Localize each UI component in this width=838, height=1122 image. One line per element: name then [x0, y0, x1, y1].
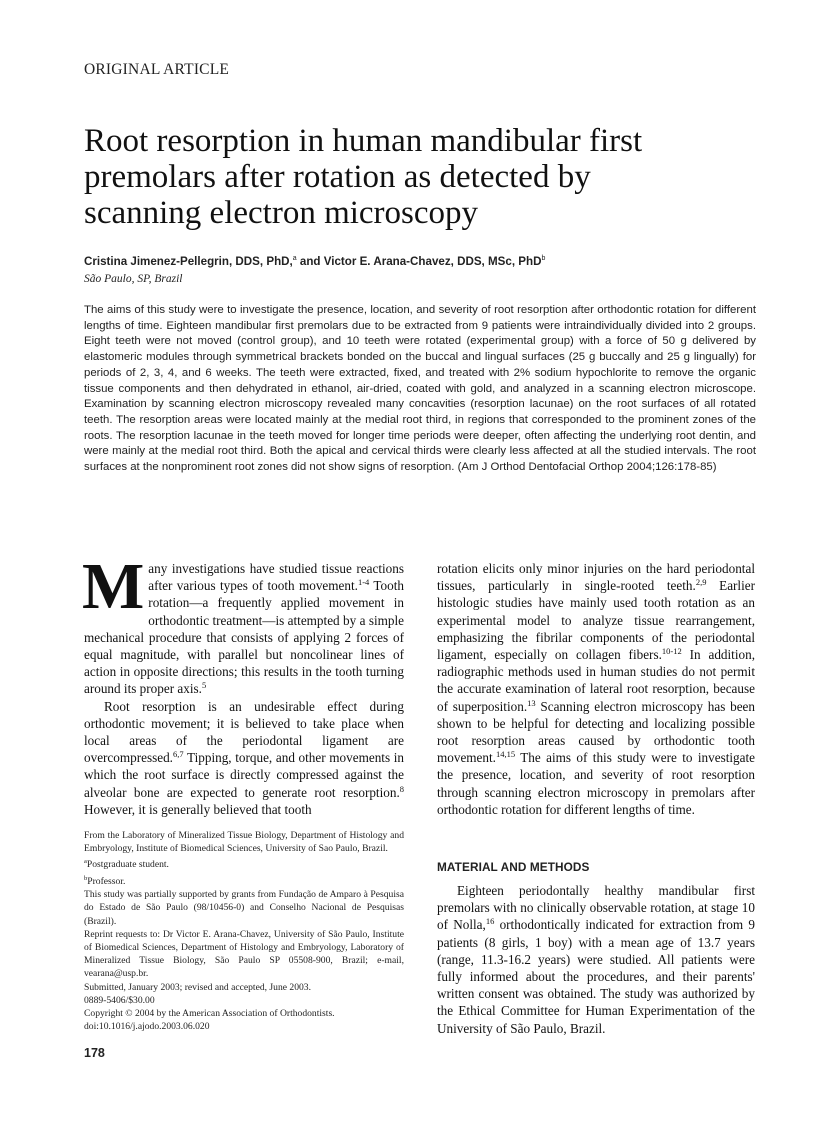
footnote-copyright: Copyright © 2004 by the American Association of Orthodontists.: [84, 1008, 335, 1020]
footnote-a: $^a$Postgraduate student.: [84, 858, 169, 871]
citation-ref[interactable]: 6,7: [172, 749, 184, 760]
title-line-1: Root resorption in human mandibular first: [84, 123, 643, 159]
abstract: The aims of this study were to investigate the presence, location, and severity of root resorption after orthodontic rotation for different lengths of time. Eighteen mandibular first premolars due to be extracted from 9 patients were intraindividually divided into 2 groups. Eight teeth were not moved (control group), and 10 teeth were rotated (experimental group) with a force of 50 g delivered by elastomeric modules through symmetrical brackets bonded on the buccal and lingual surfaces (25 g buccally and 25 g lingually) for periods of 2, 3, 4, and 6 weeks. The teeth were extracted, fixed, and treated with 2% sodium hypochlorite to remove the organic tissue components and then dehydrated in ethanol, air-dried, coated with gold, and analyzed in a scanning electron microscope. Examination by scanning electron microscopy revealed many concavities (resorption lacunae) on the root surfaces of all rotated teeth. The resorption areas were located mainly at the medial root third, in regions that corresponded to the prominent zones of the roots. The resorption lacunae in the teeth moved for longer time periods were deeper, often affecting the underlying root dentin, and were mainly at the medial root third. Both the apical and cervical thirds were clearly less affected at all the studied intervals. The root surfaces at the nonprominent root zones did not show signs of resorption. (Am J Orthod Dentofacial Orthop 2004;126:178-85): [84, 304, 756, 474]
citation-ref[interactable]: 5: [201, 680, 207, 691]
author-1: Cristina Jimenez-Pellegrin, DDS, PhD,: [84, 255, 293, 268]
footnote-b: $^b$Professor.: [84, 874, 126, 887]
citation-ref[interactable]: 14,15: [495, 749, 516, 760]
title-line-2: premolars after rotation as detected by: [84, 159, 591, 195]
author-1-affiliation-mark: a: [292, 255, 297, 263]
intro-paragraph-continued: rotation elicits only minor injuries on the hard periodontal tissues, particularly in single-rooted teeth.$^{2,9}$ Earlier histologic studies have mainly used tooth rotation as an experimental model to analyze tissue rearrangement, emphasizing the fibrilar components of the periodontal ligament, especially on collagen fibers.$^{10-12}$ In addition, radiographic methods used in human studies do not permit the accurate examination of lateral root resorption, because of superposition.$^{13}$ Scanning electron microscopy has been shown to be helpful for detecting and localizing possible root resorption areas caused by orthodontic tooth movement.$^{14,15}$ The aims of this study were to investigate the presence, location, and severity of root resorption through scanning electron microscopy in premolars after orthodontic rotation for different lengths of time.: [437, 561, 756, 817]
citation-ref[interactable]: 16: [485, 916, 495, 927]
footnote-issn: 0889-5406/$30.00: [84, 994, 155, 1006]
footnote-reprint: Reprint requests to: Dr Victor E. Arana-Chavez, University of São Paulo, Institute of Biomedical Sciences, Department of Histology and Embryology, Laboratory of Mineralized Tissue Biology, São Paulo SP 05508-900, Brazil; e-mail, vearana@usp.br.: [84, 928, 404, 980]
citation-ref[interactable]: 10-12: [661, 646, 682, 657]
footnote-affiliation: From the Laboratory of Mineralized Tissue Biology, Department of Histology and Embryology, Institute of Biomedical Sciences, University of Sao Paulo, Brazil.: [84, 830, 404, 855]
title-line-3: scanning electron microscopy: [84, 195, 479, 231]
drop-cap: M: [82, 550, 145, 623]
citation-ref[interactable]: 13: [527, 697, 536, 708]
author-line: [84, 255, 545, 268]
article-title: [84, 123, 764, 231]
section-label: ORIGINAL ARTICLE: [84, 61, 230, 78]
intro-paragraph-1: Many investigations have studied tissue reactions after various types of tooth movement.$^{1-4}$ Tooth rotation—a frequently applied movement in orthodontic treatment—is attempted by a simple mechanical procedure that consists of applying 2 forces of equal magnitude, with parallel but noncolinear lines of action in opposite directions; this results in the tooth turning around its proper axis.$^5$: [82, 550, 404, 697]
section-heading-methods: MATERIAL AND METHODS: [437, 860, 590, 874]
citation-ref[interactable]: 8: [399, 783, 404, 794]
author-2: and Victor E. Arana-Chavez, DDS, MSc, PhD: [296, 255, 542, 268]
author-location: São Paulo, SP, Brazil: [84, 273, 183, 285]
methods-paragraph-1: Eighteen periodontally healthy mandibular first premolars with no clinically observable rotation, at stage 10 of Nolla,$^{16}$ orthodontically indicated for extraction from 9 patients (8 girls, 1 boy) with a mean age of 13.7 years (range, 11.3-16.2 years) were studied. All patients were fully informed about the procedures, and their parents' written consent was obtained. The study was authorized by the Ethical Committee for Human Experimentation of the University of São Paulo, Brazil.: [437, 883, 755, 1036]
footnote-doi[interactable]: doi:10.1016/j.ajodo.2003.06.020: [84, 1021, 210, 1033]
footnote-submitted: Submitted, January 2003; revised and accepted, June 2003.: [84, 981, 311, 993]
citation-ref[interactable]: 1-4: [357, 577, 370, 588]
citation-ref[interactable]: 2,9: [695, 577, 707, 588]
author-2-affiliation-mark: b: [541, 255, 546, 263]
footnote-funding: This study was partially supported by grants from Fundação de Amparo à Pesquisa do Estado de São Paulo (98/10456-0) and Conselho Nacional de Pesquisas (Brazil).: [84, 889, 404, 927]
methods-column: [437, 882, 755, 1037]
body-column-right: [437, 560, 755, 818]
footnotes: [84, 829, 404, 1033]
body-column-left: [82, 550, 404, 818]
intro-paragraph-2: Root resorption is an undesirable effect during orthodontic movement; it is believed to take place when local areas of the periodontal ligament are overcompressed.$^{6,7}$ Tipping, torque, and other movements in which the root surface is directly compressed against the alveolar bone are expected to generate root resorption.$^8$ However, it is generally believed that tooth: [84, 698, 404, 817]
page-number: 178: [84, 1046, 105, 1060]
